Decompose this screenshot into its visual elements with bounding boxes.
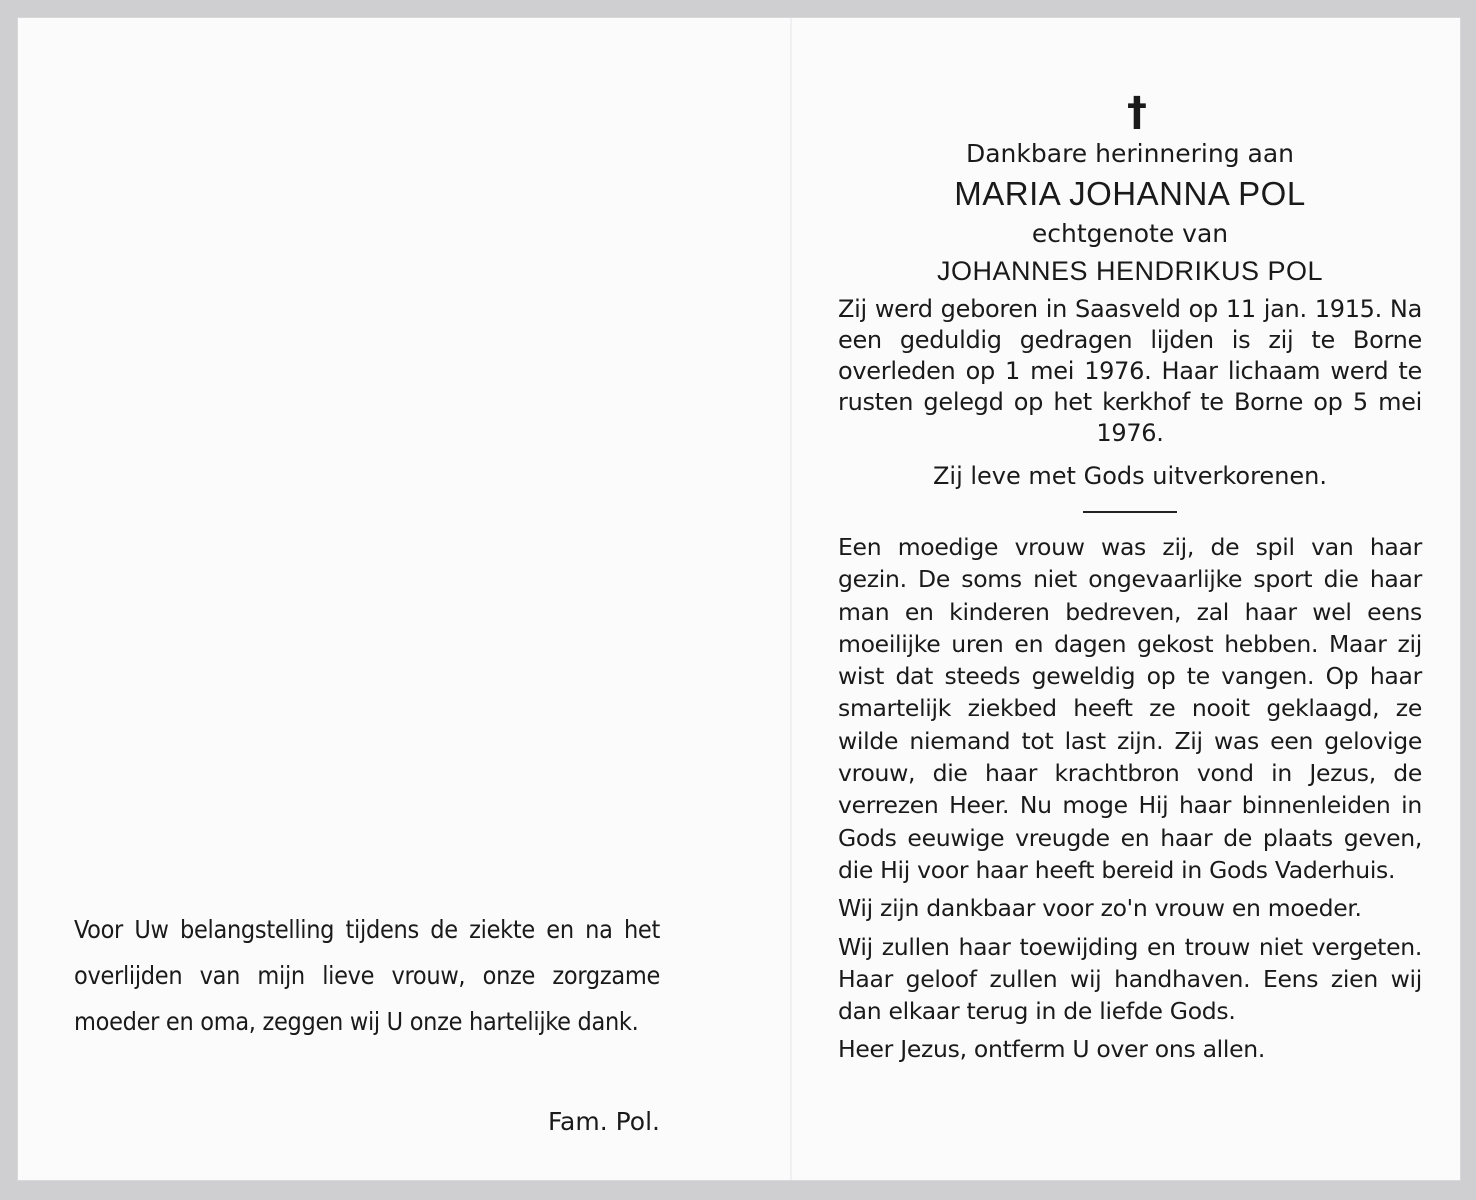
motto: Zij leve met Gods uitverkorenen. xyxy=(932,462,1328,490)
tribute-paragraph: Wij zullen haar toewijding en trouw niet vergeten. Haar geloof zullen wij handhaven. Eens zien wij dan elkaar terug in de liefde Gods. xyxy=(838,932,1422,1026)
spouse-name: JOHANNES HENDRIKUS POL xyxy=(936,256,1324,286)
memorial-intro: Dankbare herinnering aan xyxy=(965,139,1295,168)
biography: Zij werd geboren in Saasveld op 11 jan. 1915. Na een geduldig gedragen lijden is zij te Borne overleden op 1 mei 1976. Haar lichaam werd te rusten gelegd op het kerkhof te Borne op 5 mei 1976. xyxy=(838,295,1422,447)
card-fold-line xyxy=(790,18,792,1180)
thanks-text: Voor Uw belangstelling tijdens de ziekte en na het overlijden van mijn lieve vrouw, onze zorgzame moeder en oma, zeggen wij U onze hartelijke dank. xyxy=(74,915,660,1036)
divider xyxy=(1083,511,1177,513)
family-signature: Fam. Pol. xyxy=(547,1107,660,1136)
prayer-line: Heer Jezus, ontferm U over ons allen. xyxy=(838,1035,1266,1064)
tribute-paragraph: Een moedige vrouw was zij, de spil van haar gezin. De soms niet ongevaarlijke sport die haar man en kinderen bedreven, zal haar wel eens moeilijke uren en dagen gekost hebben. Maar zij wist dat steeds geweldig op te vangen. Op haar smartelijk ziekbed heeft ze nooit geklaagd, ze wilde niemand tot last zijn. Zij was een gelovige vrouw, die haar krachtbron vond in Jezus, de verrezen Heer. Nu moge Hij haar binnenleiden in Gods eeuwige vreugde en haar de plaats geven, die Hij voor haar heeft bereid in Gods Vaderhuis. xyxy=(838,533,1422,884)
relation-text: echtgenote van xyxy=(1031,219,1229,248)
cross-icon: † xyxy=(1127,89,1147,135)
tribute-paragraph: Wij zijn dankbaar voor zo'n vrouw en moeder. xyxy=(838,894,1362,923)
deceased-name: MARIA JOHANNA POL xyxy=(954,175,1306,212)
memorial-text-panel xyxy=(838,88,1422,1072)
